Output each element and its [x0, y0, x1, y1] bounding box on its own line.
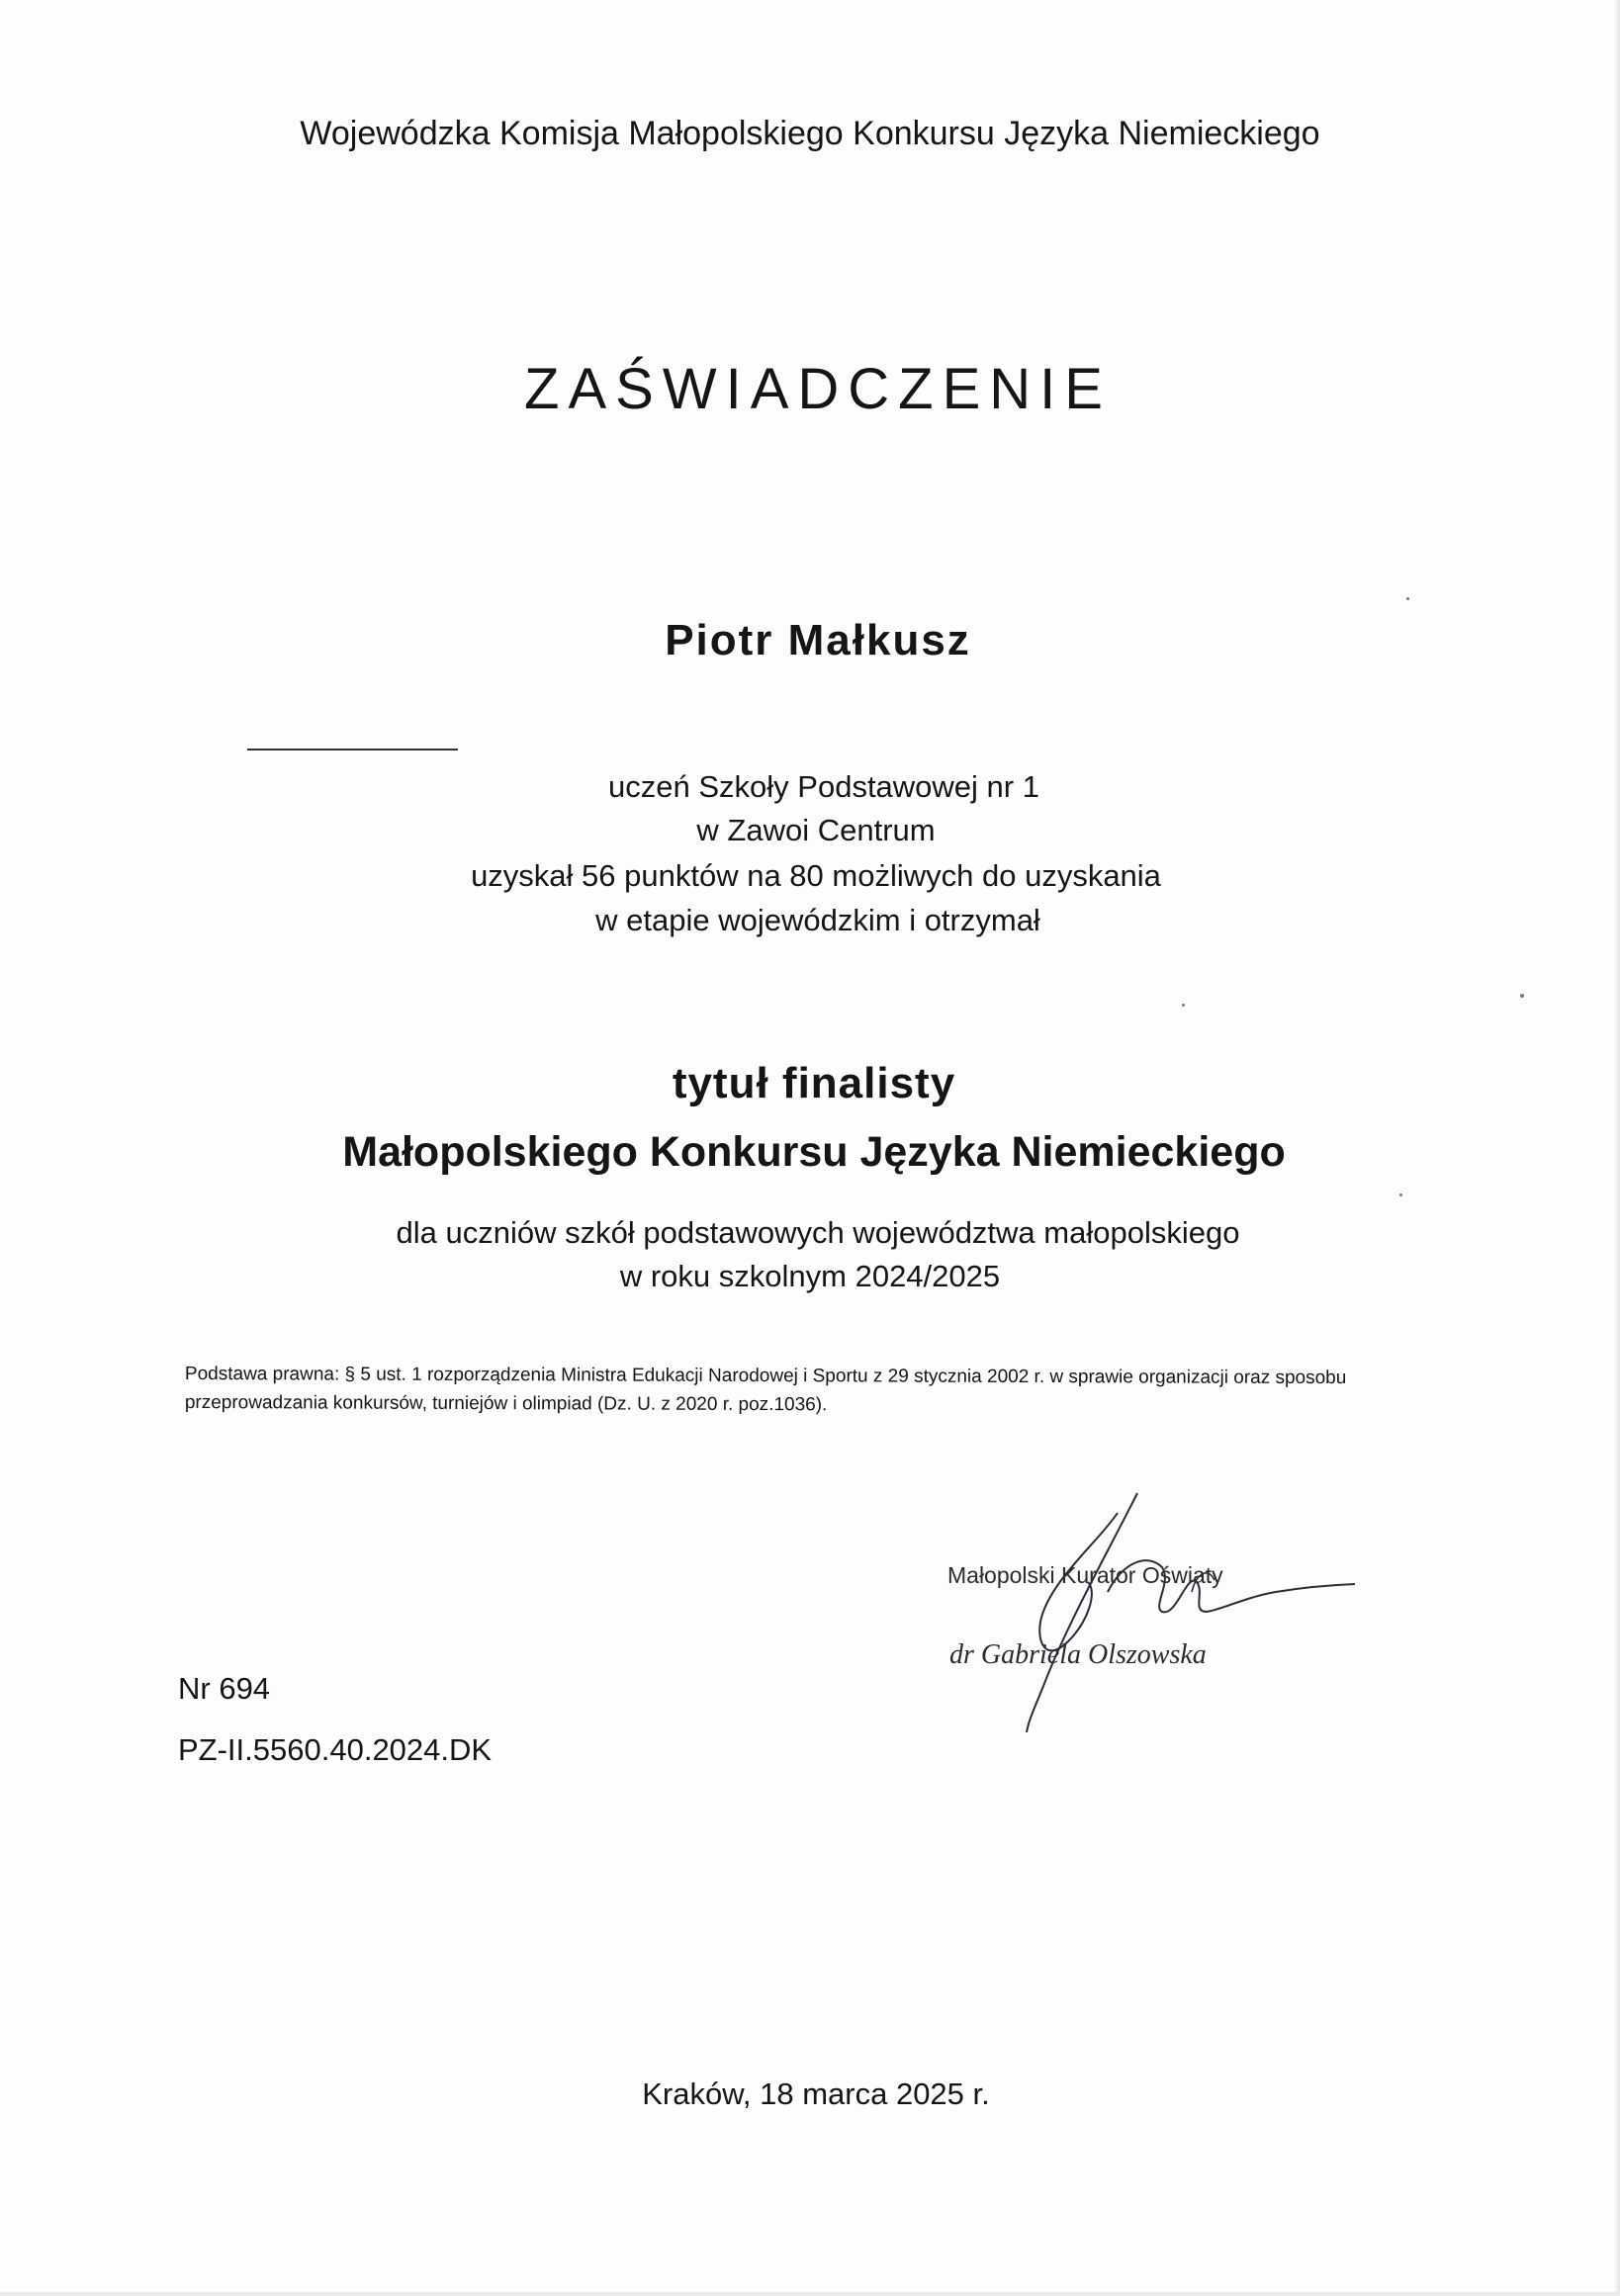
signatory-name: dr Gabriela Olszowska [949, 1639, 1207, 1670]
document-title: ZAŚWIADCZENIE [524, 357, 1112, 421]
signatory-role: Małopolski Kurator Oświaty [947, 1562, 1223, 1588]
case-reference: PZ-II.5560.40.2024.DK [178, 1732, 493, 1767]
detail-line: uczeń Szkoły Podstawowej nr 1 [608, 769, 1039, 804]
competition-name: Małopolskiego Konkursu Języka Niemieckiego [342, 1128, 1286, 1176]
scan-speck [1520, 994, 1524, 998]
divider-line [247, 749, 458, 751]
scan-speck [1399, 1193, 1402, 1196]
scope-line: dla uczniów szkół podstawowych województwa małopolskiego [396, 1215, 1240, 1250]
legal-basis: Podstawa prawna: § 5 ust. 1 rozporządzenia Ministra Edukacji Narodowej i Sportu z 29 stycznia 2002 r. w sprawie organizacji oraz sposobu przeprowadzania konkursów, turniejów i olimpiad (Dz. U. z 2020 r. poz.1036). [184, 1364, 1347, 1416]
recipient-name: Piotr Małkusz [665, 616, 971, 664]
scan-speck [1182, 1004, 1185, 1007]
place-and-date: Kraków, 18 marca 2025 r. [642, 2076, 990, 2111]
scan-speck [1406, 597, 1409, 600]
scan-edge-bottom [0, 2292, 1620, 2296]
certificate-number: Nr 694 [178, 1671, 271, 1706]
detail-line: w Zawoi Centrum [696, 813, 936, 847]
detail-line: w etapie wojewódzkim i otrzymał [595, 903, 1040, 937]
school-year-line: w roku szkolnym 2024/2025 [619, 1259, 1001, 1293]
award-title: tytuł finalisty [672, 1059, 956, 1107]
detail-line: uzyskał 56 punktów na 80 możliwych do uzyskania [471, 858, 1161, 893]
handwritten-signature [949, 1473, 1385, 1750]
committee-header: Wojewódzka Komisja Małopolskiego Konkursu Języka Niemieckiego [300, 115, 1320, 152]
